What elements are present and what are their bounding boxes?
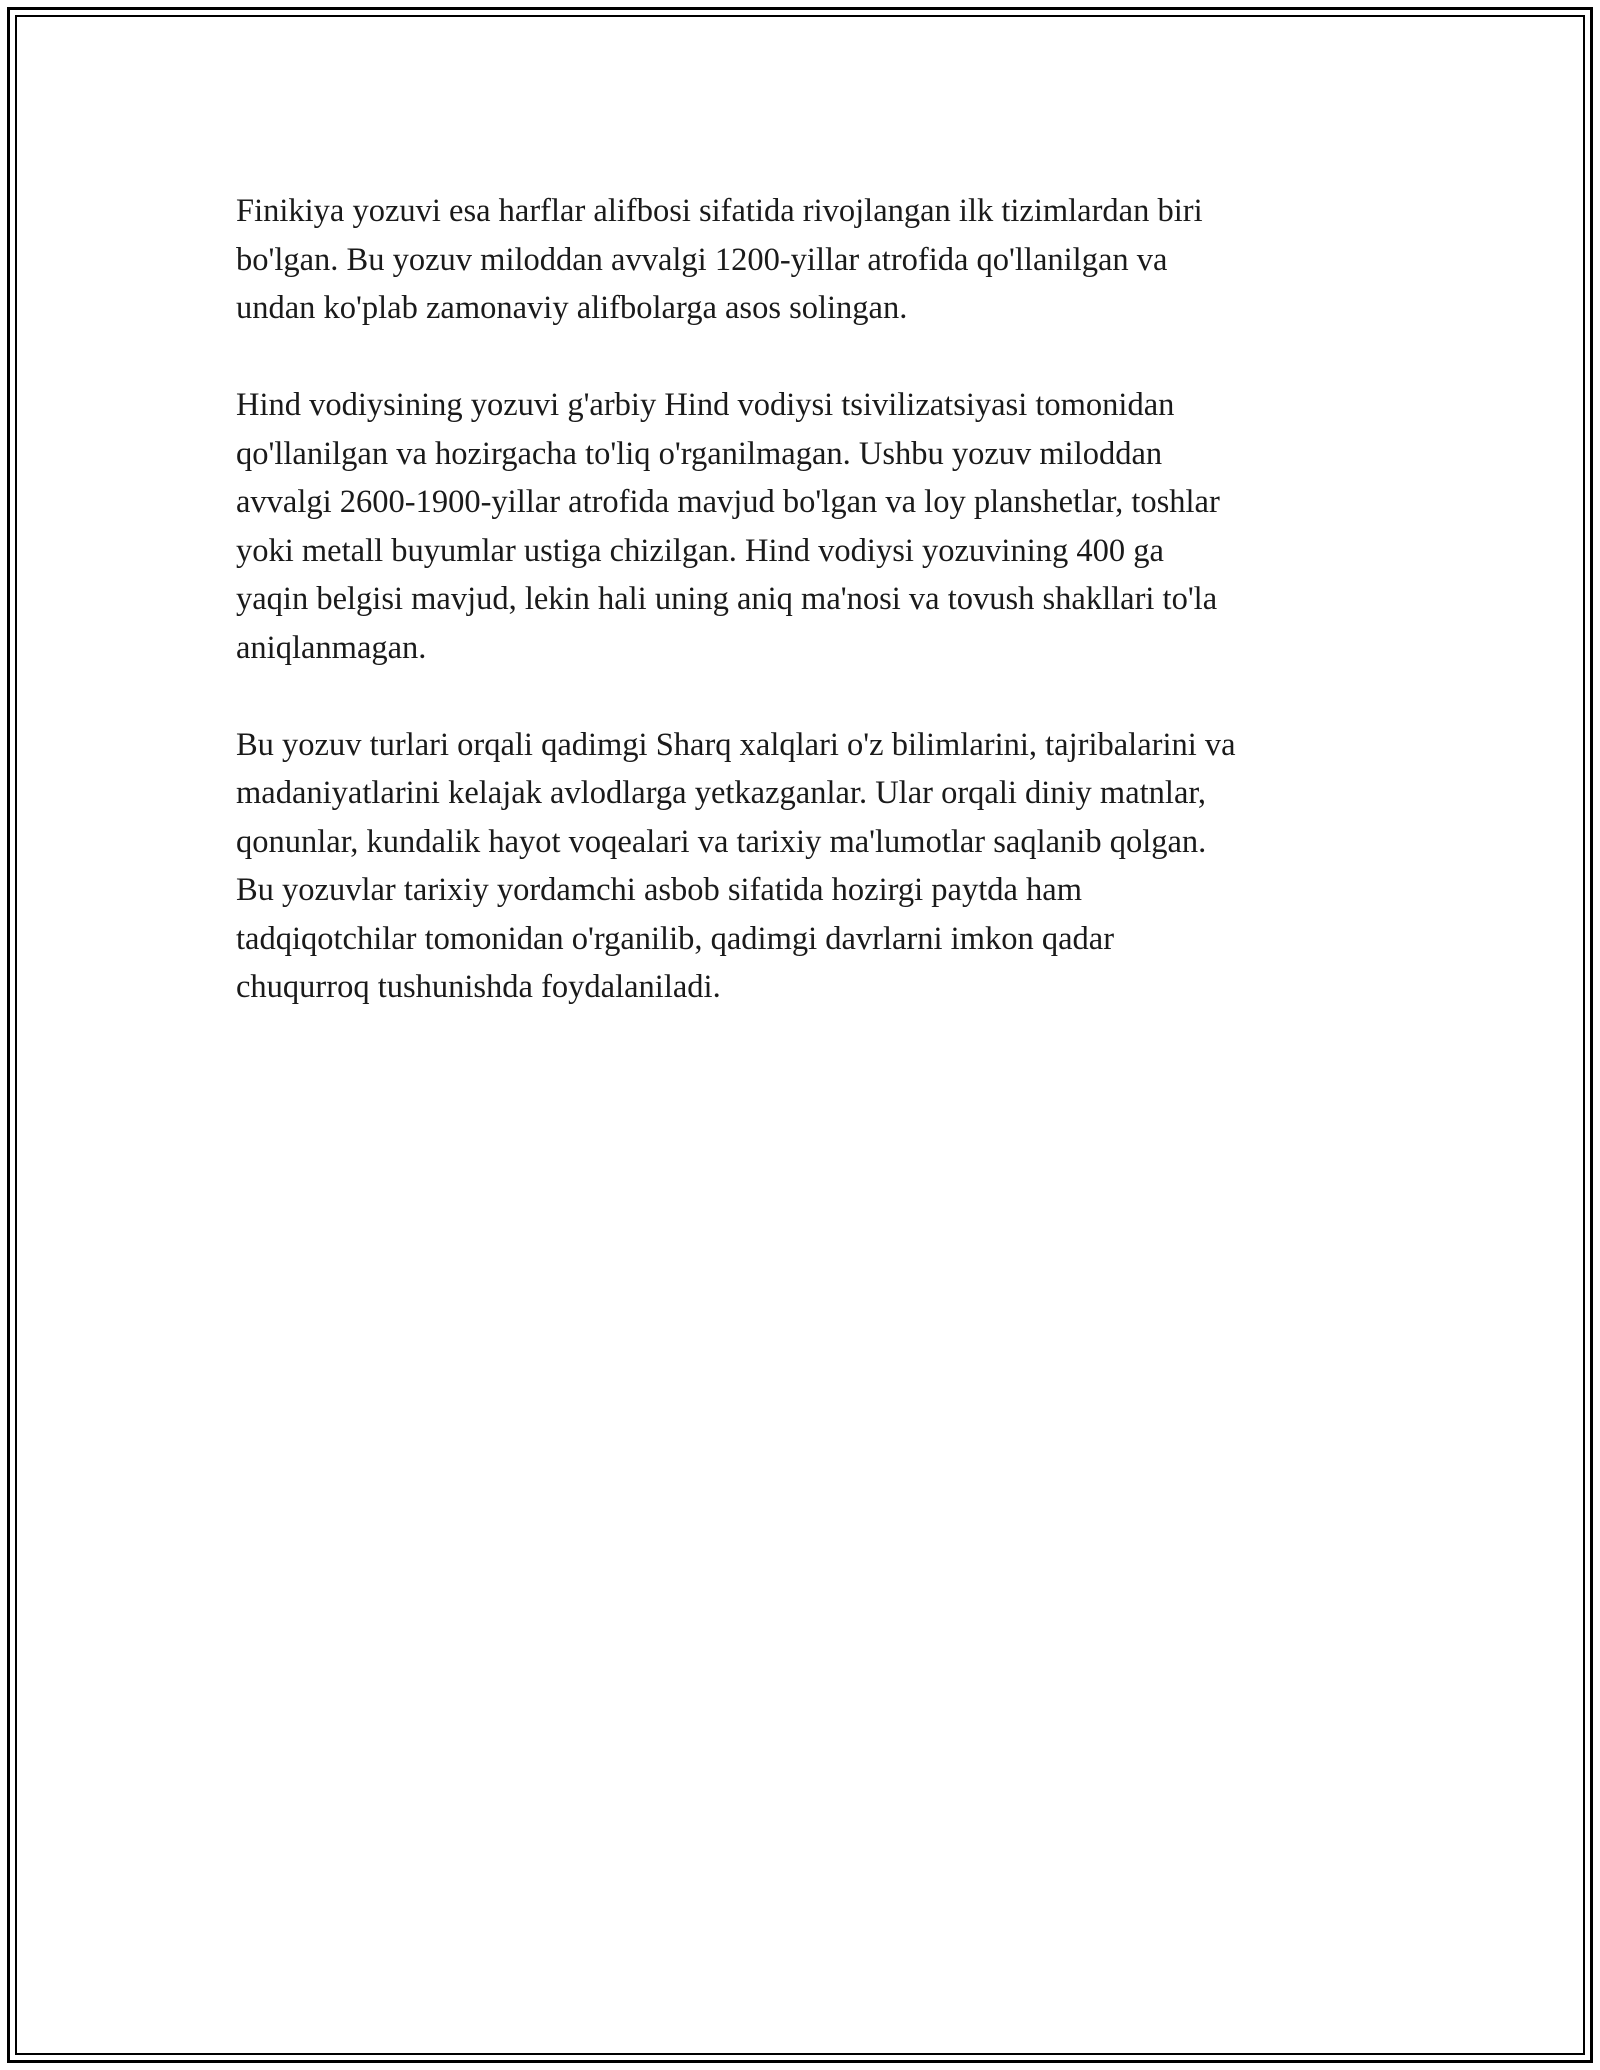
- text-line: aniqlanmagan.: [236, 629, 427, 666]
- text-line: yoki metall buyumlar ustiga chizilgan. Hind vodiysi yozuvining 400 ga: [236, 532, 1164, 569]
- text-line: avvalgi 2600-1900-yillar atrofida mavjud bo'lgan va loy planshetlar, toshlar: [236, 484, 1220, 520]
- text-line: yaqin belgisi mavjud, lekin hali uning aniq ma'nosi va tovush shakllari to'la: [236, 581, 1218, 617]
- text-line: undan ko'plab zamonaviy alifbolarga asos solingan.: [236, 290, 908, 326]
- text-line: Bu yozuvlar tarixiy yordamchi asbob sifatida hozirgi paytda ham: [236, 872, 1082, 908]
- paragraph-indus-script: [236, 381, 1376, 672]
- text-line: Finikiya yozuvi esa harflar alifbosi sifatida rivojlangan ilk tizimlardan biri: [236, 193, 1203, 229]
- text-line: madaniyatlarini kelajak avlodlarga yetkazganlar. Ular orqali diniy matnlar,: [236, 775, 1207, 811]
- paragraph-phoenician-script: [236, 187, 1376, 333]
- paragraph-conclusion: [236, 721, 1376, 1012]
- document-body: [236, 187, 1376, 1060]
- text-line: Bu yozuv turlari orqali qadimgi Sharq xalqlari o'z bilimlarini, tajribalarini va: [236, 726, 1236, 763]
- text-line: chuqurroq tushunishda foydalaniladi.: [236, 969, 721, 1005]
- text-line: Hind vodiysining yozuvi g'arbiy Hind vodiysi tsivilizatsiyasi tomonidan: [236, 387, 1175, 423]
- text-line: qonunlar, kundalik hayot voqealari va tarixiy ma'lumotlar saqlanib qolgan.: [236, 823, 1207, 860]
- text-line: qo'llanilgan va hozirgacha to'liq o'rganilmagan. Ushbu yozuv miloddan: [236, 435, 1163, 472]
- text-line: bo'lgan. Bu yozuv miloddan avvalgi 1200-yillar atrofida qo'llanilgan va: [236, 241, 1168, 278]
- text-line: tadqiqotchilar tomonidan o'rganilib, qadimgi davrlarni imkon qadar: [236, 920, 1115, 957]
